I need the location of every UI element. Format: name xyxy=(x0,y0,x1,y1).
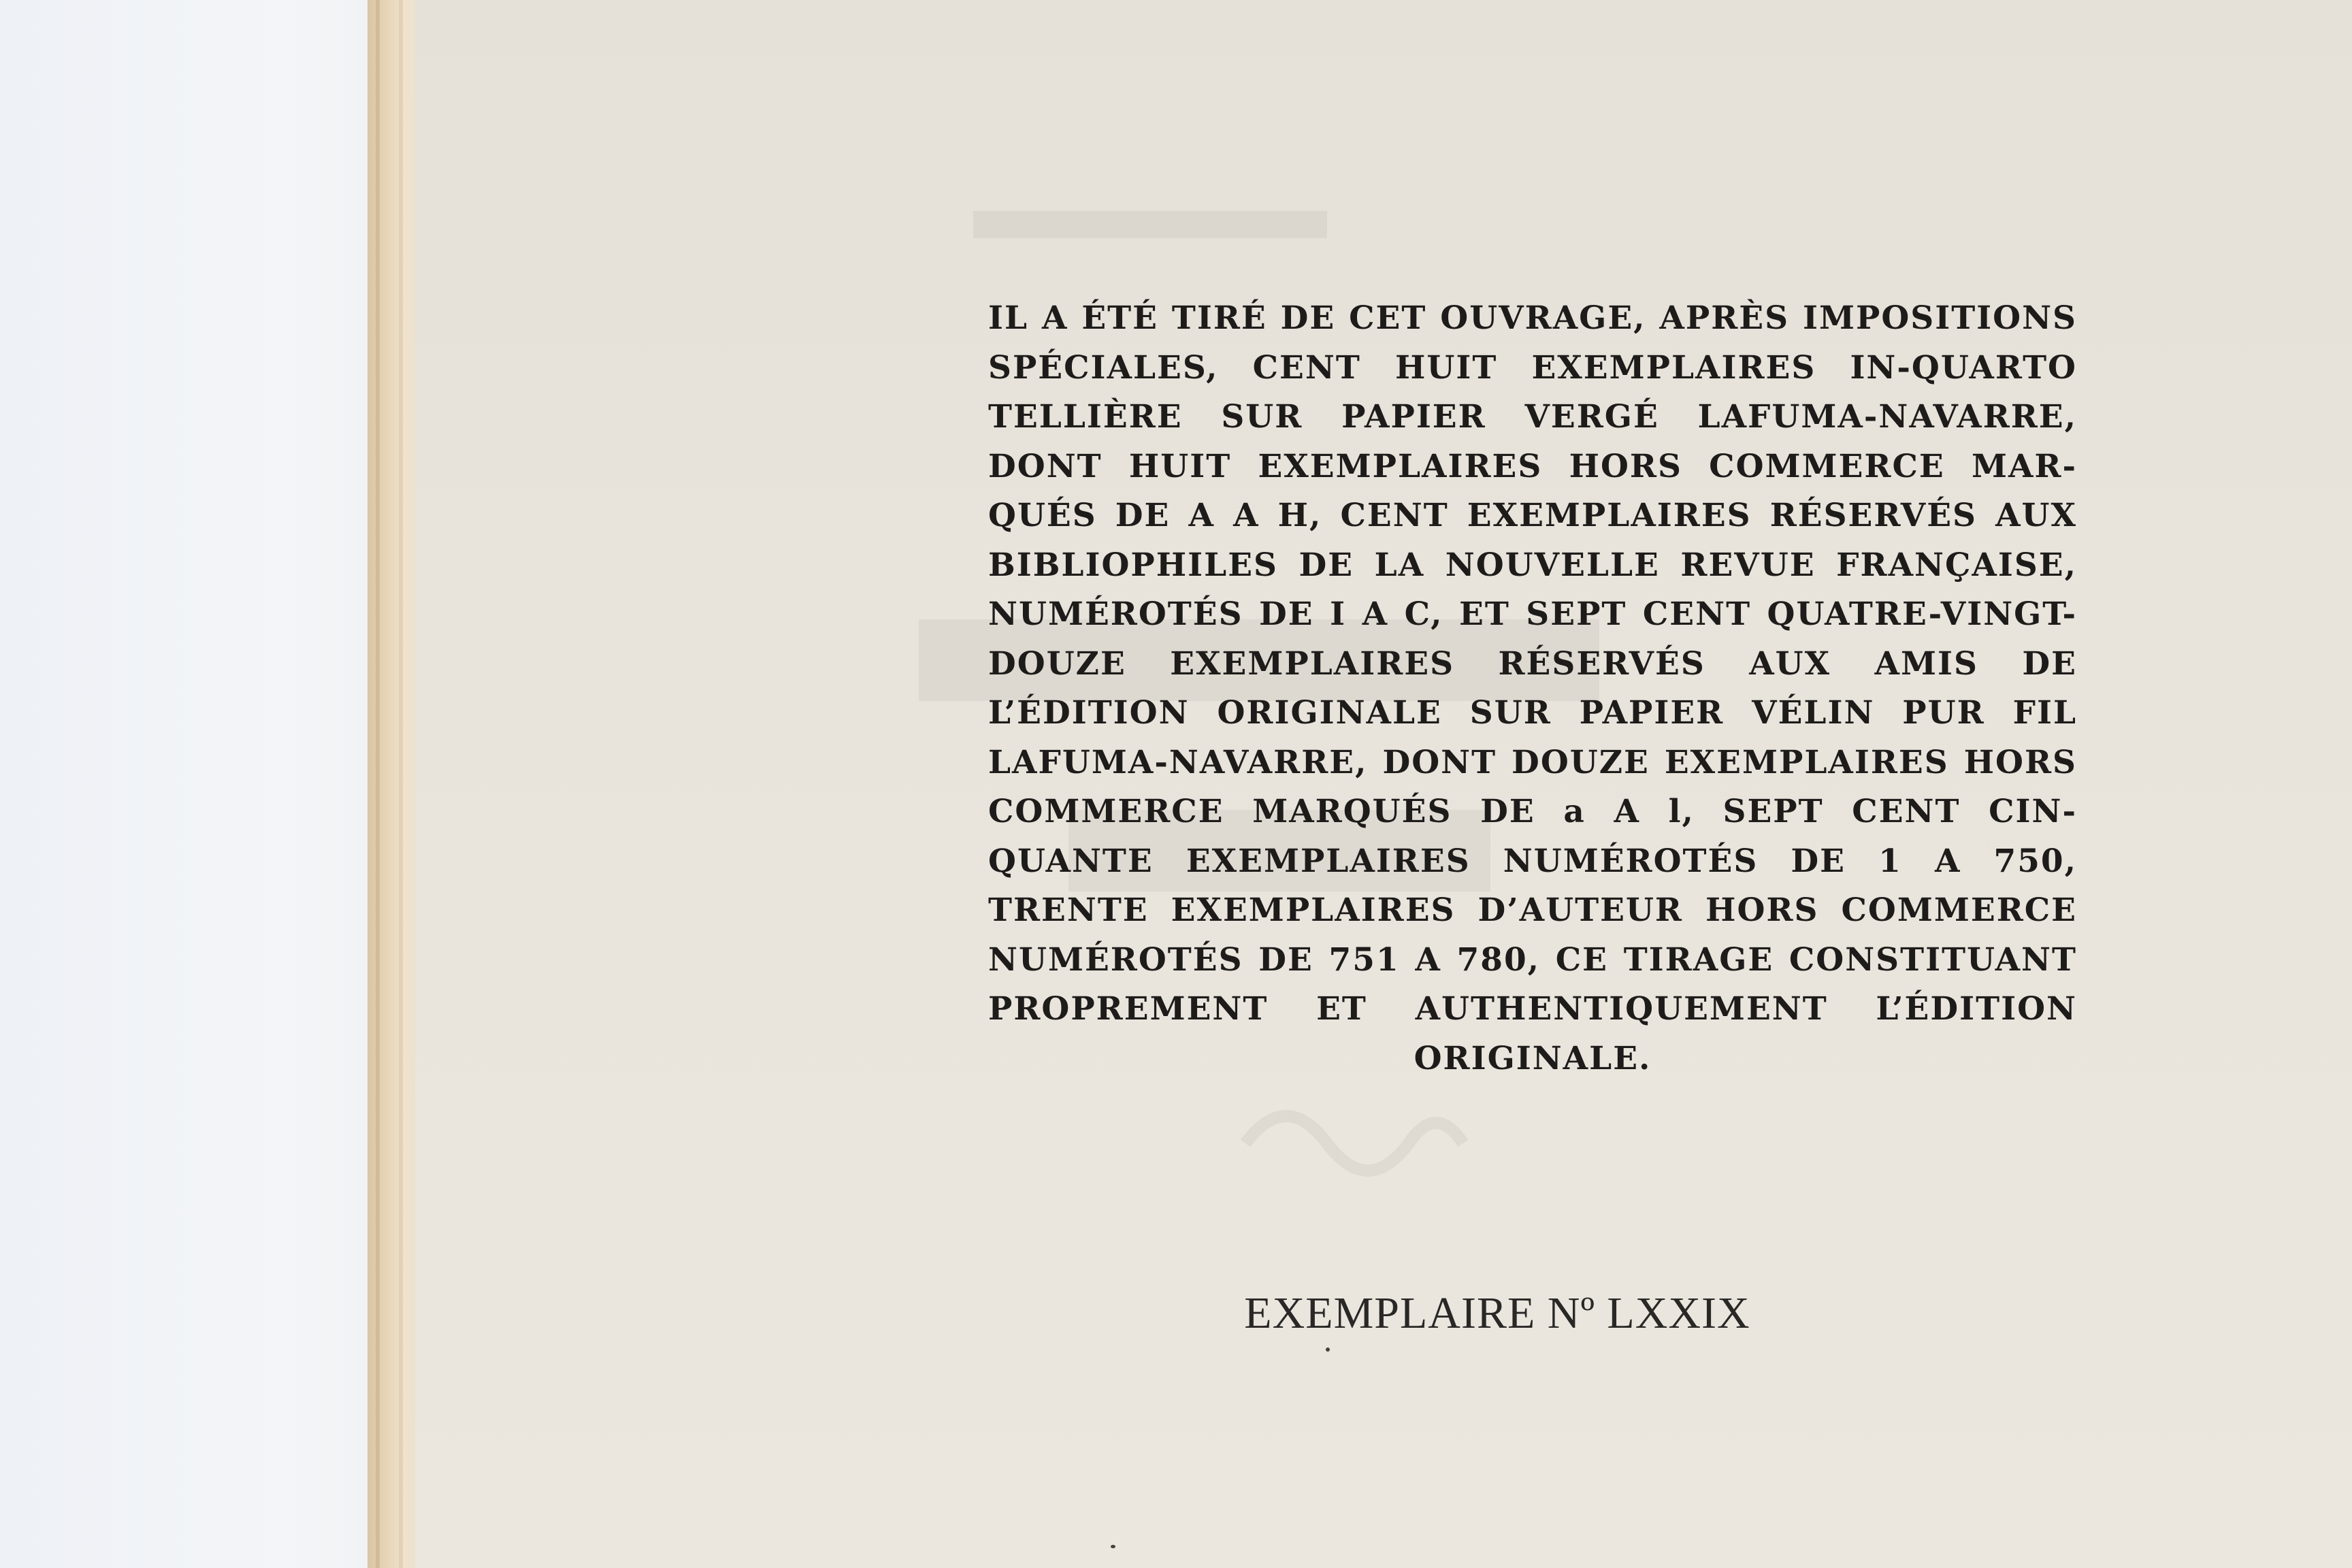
colophon-line: DONT HUIT EXEMPLAIRES HORS COMMERCE MAR- xyxy=(988,447,2077,485)
colophon-line: SPÉCIALES, CENT HUIT EXEMPLAIRES IN-QUARTO xyxy=(988,348,2077,387)
colophon-line: NUMÉROTÉS DE I A C, ET SEPT CENT QUATRE-VINGT- xyxy=(988,595,2077,633)
colophon-line: QUÉS DE A A H, CENT EXEMPLAIRES RÉSERVÉS AUX xyxy=(988,497,2077,534)
colophon-line: IL A ÉTÉ TIRÉ DE CET OUVRAGE, APRÈS IMPOSITIONS xyxy=(988,299,2077,337)
colophon-line: BIBLIOPHILES DE LA NOUVELLE REVUE FRANÇAISE, xyxy=(988,546,2077,584)
colophon-line: TELLIÈRE SUR PAPIER VERGÉ LAFUMA-NAVARRE, xyxy=(988,398,2077,436)
colophon-line: NUMÉROTÉS DE 751 A 780, CE TIRAGE CONSTITUANT xyxy=(988,941,2077,979)
colophon-line: QUANTE EXEMPLAIRES NUMÉROTÉS DE 1 A 750, xyxy=(988,842,2077,880)
page-edge-line xyxy=(399,0,403,1568)
paper-speck xyxy=(1111,1545,1115,1548)
paper-speck xyxy=(1326,1348,1330,1352)
colophon-line: PROPREMENT ET AUTHENTIQUEMENT L’ÉDITION xyxy=(988,990,2077,1028)
background xyxy=(0,0,408,1568)
colophon-line: COMMERCE MARQUÉS DE a A l, SEPT CENT CIN- xyxy=(988,793,2077,830)
colophon-line: ORIGINALE. xyxy=(1414,1039,1652,1077)
colophon-line: LAFUMA-NAVARRE, DONT DOUZE EXEMPLAIRES HORS xyxy=(988,743,2077,781)
colophon-text xyxy=(988,294,2077,1097)
copy-number: EXEMPLAIRE Nº LXXIX xyxy=(1244,1288,1750,1338)
page-edge-line xyxy=(376,0,380,1568)
colophon-line: DOUZE EXEMPLAIRES RÉSERVÉS AUX AMIS DE xyxy=(988,644,2077,683)
colophon-line: L’ÉDITION ORIGINALE SUR PAPIER VÉLIN PUR FIL xyxy=(988,694,2077,732)
colophon-line: TRENTE EXEMPLAIRES D’AUTEUR HORS COMMERCE xyxy=(988,892,2077,929)
